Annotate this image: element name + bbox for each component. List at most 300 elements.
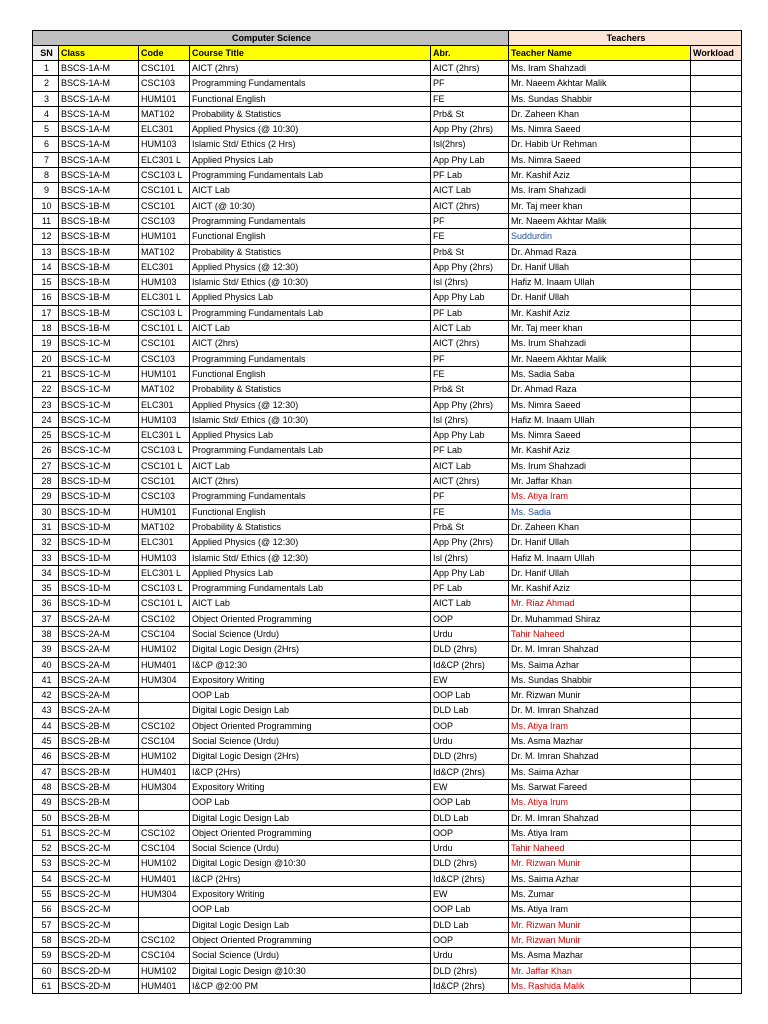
- code-cell[interactable]: CSC101: [139, 336, 190, 351]
- row-sn-cell[interactable]: 27: [33, 458, 59, 473]
- workload-cell[interactable]: [691, 581, 742, 596]
- class-cell[interactable]: BSCS-2A-M: [59, 611, 139, 626]
- code-cell[interactable]: CSC104: [139, 948, 190, 963]
- row-sn-cell[interactable]: 51: [33, 825, 59, 840]
- workload-cell[interactable]: [691, 336, 742, 351]
- course-title-cell[interactable]: Social Science (Urdu): [190, 734, 431, 749]
- code-cell[interactable]: ELC301 L: [139, 428, 190, 443]
- row-sn-cell[interactable]: 54: [33, 871, 59, 886]
- code-cell[interactable]: CSC102: [139, 718, 190, 733]
- teacher-name-cell[interactable]: Dr. Hanif Ullah: [509, 290, 691, 305]
- abr-cell[interactable]: Prb& St: [431, 382, 509, 397]
- workload-cell[interactable]: [691, 565, 742, 580]
- abr-cell[interactable]: PF Lab: [431, 168, 509, 183]
- row-sn-cell[interactable]: 14: [33, 259, 59, 274]
- workload-cell[interactable]: [691, 412, 742, 427]
- teacher-name-cell[interactable]: Hafiz M. Inaam Ullah: [509, 412, 691, 427]
- course-title-cell[interactable]: I&CP @12:30: [190, 657, 431, 672]
- abr-cell[interactable]: PF Lab: [431, 443, 509, 458]
- code-cell[interactable]: HUM101: [139, 504, 190, 519]
- code-cell[interactable]: CSC104: [139, 734, 190, 749]
- teacher-name-cell[interactable]: Suddurdin: [509, 229, 691, 244]
- teacher-name-cell[interactable]: Dr. Muhammad Shiraz: [509, 611, 691, 626]
- abr-cell[interactable]: FE: [431, 504, 509, 519]
- abr-cell[interactable]: DLD Lab: [431, 917, 509, 932]
- teacher-name-cell[interactable]: Ms. Saima Azhar: [509, 871, 691, 886]
- workload-cell[interactable]: [691, 152, 742, 167]
- code-cell[interactable]: ELC301 L: [139, 290, 190, 305]
- teacher-name-cell[interactable]: Ms. Rashida Malik: [509, 978, 691, 993]
- teacher-name-cell[interactable]: Dr. Hanif Ullah: [509, 565, 691, 580]
- teacher-name-cell[interactable]: Mr. Kashif Aziz: [509, 305, 691, 320]
- abr-cell[interactable]: PF: [431, 489, 509, 504]
- row-sn-cell[interactable]: 59: [33, 948, 59, 963]
- row-sn-cell[interactable]: 7: [33, 152, 59, 167]
- teacher-name-cell[interactable]: Ms. Saima Azhar: [509, 764, 691, 779]
- abr-cell[interactable]: App Phy Lab: [431, 290, 509, 305]
- workload-cell[interactable]: [691, 106, 742, 121]
- abr-cell[interactable]: OOP Lab: [431, 795, 509, 810]
- class-cell[interactable]: BSCS-2A-M: [59, 672, 139, 687]
- abr-cell[interactable]: Id&CP (2hrs): [431, 978, 509, 993]
- row-sn-cell[interactable]: 18: [33, 321, 59, 336]
- course-title-cell[interactable]: Applied Physics Lab: [190, 152, 431, 167]
- abr-cell[interactable]: DLD Lab: [431, 703, 509, 718]
- code-cell[interactable]: [139, 902, 190, 917]
- workload-cell[interactable]: [691, 978, 742, 993]
- code-cell[interactable]: HUM304: [139, 887, 190, 902]
- workload-cell[interactable]: [691, 718, 742, 733]
- class-cell[interactable]: BSCS-1A-M: [59, 122, 139, 137]
- course-title-cell[interactable]: I&CP (2Hrs): [190, 764, 431, 779]
- row-sn-cell[interactable]: 48: [33, 779, 59, 794]
- class-cell[interactable]: BSCS-1C-M: [59, 443, 139, 458]
- code-cell[interactable]: CSC104: [139, 841, 190, 856]
- workload-cell[interactable]: [691, 168, 742, 183]
- teacher-name-cell[interactable]: Ms. Irum Shahzadi: [509, 336, 691, 351]
- row-sn-cell[interactable]: 35: [33, 581, 59, 596]
- workload-cell[interactable]: [691, 672, 742, 687]
- abr-cell[interactable]: Id&CP (2hrs): [431, 764, 509, 779]
- class-cell[interactable]: BSCS-1A-M: [59, 61, 139, 76]
- code-cell[interactable]: CSC103: [139, 213, 190, 228]
- teacher-name-cell[interactable]: Mr. Rizwan Munir: [509, 917, 691, 932]
- class-cell[interactable]: BSCS-2C-M: [59, 902, 139, 917]
- code-cell[interactable]: CSC102: [139, 932, 190, 947]
- workload-cell[interactable]: [691, 703, 742, 718]
- header-code[interactable]: Code: [139, 46, 190, 61]
- row-sn-cell[interactable]: 20: [33, 351, 59, 366]
- teacher-name-cell[interactable]: Mr. Naeem Akhtar Malik: [509, 213, 691, 228]
- course-title-cell[interactable]: Islamic Std/ Ethics (@ 10:30): [190, 412, 431, 427]
- class-cell[interactable]: BSCS-1A-M: [59, 76, 139, 91]
- row-sn-cell[interactable]: 33: [33, 550, 59, 565]
- row-sn-cell[interactable]: 32: [33, 535, 59, 550]
- workload-cell[interactable]: [691, 749, 742, 764]
- code-cell[interactable]: MAT102: [139, 106, 190, 121]
- teacher-name-cell[interactable]: Ms. Sarwat Fareed: [509, 779, 691, 794]
- abr-cell[interactable]: EW: [431, 672, 509, 687]
- course-title-cell[interactable]: Programming Fundamentals: [190, 76, 431, 91]
- workload-cell[interactable]: [691, 948, 742, 963]
- code-cell[interactable]: HUM102: [139, 856, 190, 871]
- teacher-name-cell[interactable]: Ms. Zumar: [509, 887, 691, 902]
- code-cell[interactable]: [139, 917, 190, 932]
- workload-cell[interactable]: [691, 305, 742, 320]
- class-cell[interactable]: BSCS-2D-M: [59, 978, 139, 993]
- row-sn-cell[interactable]: 31: [33, 519, 59, 534]
- row-sn-cell[interactable]: 41: [33, 672, 59, 687]
- course-title-cell[interactable]: I&CP @2:00 PM: [190, 978, 431, 993]
- teacher-name-cell[interactable]: Mr. Rizwan Munir: [509, 688, 691, 703]
- abr-cell[interactable]: Id&CP (2hrs): [431, 871, 509, 886]
- abr-cell[interactable]: PF: [431, 351, 509, 366]
- workload-cell[interactable]: [691, 856, 742, 871]
- class-cell[interactable]: BSCS-2B-M: [59, 749, 139, 764]
- teacher-name-cell[interactable]: Ms. Asma Mazhar: [509, 734, 691, 749]
- abr-cell[interactable]: Isl (2hrs): [431, 412, 509, 427]
- teacher-name-cell[interactable]: Dr. Zaheen Khan: [509, 519, 691, 534]
- header-workload[interactable]: Workload: [691, 46, 742, 61]
- teacher-name-cell[interactable]: Mr. Kashif Aziz: [509, 581, 691, 596]
- abr-cell[interactable]: PF: [431, 213, 509, 228]
- abr-cell[interactable]: OOP: [431, 718, 509, 733]
- class-cell[interactable]: BSCS-1C-M: [59, 397, 139, 412]
- workload-cell[interactable]: [691, 596, 742, 611]
- row-sn-cell[interactable]: 3: [33, 91, 59, 106]
- workload-cell[interactable]: [691, 887, 742, 902]
- course-title-cell[interactable]: AICT (2hrs): [190, 61, 431, 76]
- abr-cell[interactable]: App Phy (2hrs): [431, 397, 509, 412]
- abr-cell[interactable]: DLD (2hrs): [431, 856, 509, 871]
- workload-cell[interactable]: [691, 626, 742, 641]
- code-cell[interactable]: ELC301: [139, 122, 190, 137]
- code-cell[interactable]: CSC101: [139, 198, 190, 213]
- row-sn-cell[interactable]: 40: [33, 657, 59, 672]
- workload-cell[interactable]: [691, 428, 742, 443]
- workload-cell[interactable]: [691, 642, 742, 657]
- row-sn-cell[interactable]: 29: [33, 489, 59, 504]
- teacher-name-cell[interactable]: Mr. Kashif Aziz: [509, 443, 691, 458]
- class-cell[interactable]: BSCS-2C-M: [59, 841, 139, 856]
- workload-cell[interactable]: [691, 871, 742, 886]
- workload-cell[interactable]: [691, 825, 742, 840]
- row-sn-cell[interactable]: 19: [33, 336, 59, 351]
- course-title-cell[interactable]: Programming Fundamentals Lab: [190, 305, 431, 320]
- code-cell[interactable]: MAT102: [139, 519, 190, 534]
- course-title-cell[interactable]: AICT (@ 10:30): [190, 198, 431, 213]
- row-sn-cell[interactable]: 47: [33, 764, 59, 779]
- abr-cell[interactable]: OOP Lab: [431, 902, 509, 917]
- class-cell[interactable]: BSCS-1A-M: [59, 152, 139, 167]
- workload-cell[interactable]: [691, 458, 742, 473]
- class-cell[interactable]: BSCS-1D-M: [59, 504, 139, 519]
- workload-cell[interactable]: [691, 489, 742, 504]
- abr-cell[interactable]: PF Lab: [431, 581, 509, 596]
- code-cell[interactable]: CSC103 L: [139, 168, 190, 183]
- course-title-cell[interactable]: Probability & Statistics: [190, 106, 431, 121]
- course-title-cell[interactable]: Applied Physics (@ 12:30): [190, 397, 431, 412]
- class-cell[interactable]: BSCS-1A-M: [59, 168, 139, 183]
- course-title-cell[interactable]: OOP Lab: [190, 902, 431, 917]
- class-cell[interactable]: BSCS-2C-M: [59, 887, 139, 902]
- row-sn-cell[interactable]: 13: [33, 244, 59, 259]
- class-cell[interactable]: BSCS-1D-M: [59, 596, 139, 611]
- row-sn-cell[interactable]: 30: [33, 504, 59, 519]
- workload-cell[interactable]: [691, 183, 742, 198]
- abr-cell[interactable]: PF: [431, 76, 509, 91]
- course-title-cell[interactable]: Digital Logic Design (2Hrs): [190, 642, 431, 657]
- abr-cell[interactable]: AICT (2hrs): [431, 61, 509, 76]
- teacher-name-cell[interactable]: Hafiz M. Inaam Ullah: [509, 550, 691, 565]
- abr-cell[interactable]: FE: [431, 91, 509, 106]
- code-cell[interactable]: CSC101: [139, 474, 190, 489]
- course-title-cell[interactable]: Applied Physics Lab: [190, 290, 431, 305]
- course-title-cell[interactable]: Digital Logic Design Lab: [190, 703, 431, 718]
- row-sn-cell[interactable]: 10: [33, 198, 59, 213]
- teacher-name-cell[interactable]: Ms. Nimra Saeed: [509, 397, 691, 412]
- teacher-name-cell[interactable]: Mr. Taj meer khan: [509, 321, 691, 336]
- abr-cell[interactable]: Urdu: [431, 948, 509, 963]
- row-sn-cell[interactable]: 6: [33, 137, 59, 152]
- course-title-cell[interactable]: Probability & Statistics: [190, 382, 431, 397]
- course-title-cell[interactable]: Islamic Std/ Ethics (@ 12:30): [190, 550, 431, 565]
- code-cell[interactable]: HUM401: [139, 871, 190, 886]
- abr-cell[interactable]: App Phy Lab: [431, 565, 509, 580]
- row-sn-cell[interactable]: 55: [33, 887, 59, 902]
- code-cell[interactable]: CSC101 L: [139, 596, 190, 611]
- row-sn-cell[interactable]: 53: [33, 856, 59, 871]
- teacher-name-cell[interactable]: Ms. Iram Shahzadi: [509, 61, 691, 76]
- row-sn-cell[interactable]: 46: [33, 749, 59, 764]
- row-sn-cell[interactable]: 8: [33, 168, 59, 183]
- teacher-name-cell[interactable]: Dr. Hanif Ullah: [509, 259, 691, 274]
- class-cell[interactable]: BSCS-1B-M: [59, 321, 139, 336]
- course-title-cell[interactable]: Expository Writing: [190, 779, 431, 794]
- abr-cell[interactable]: App Phy (2hrs): [431, 535, 509, 550]
- class-cell[interactable]: BSCS-1C-M: [59, 366, 139, 381]
- course-title-cell[interactable]: AICT (2hrs): [190, 474, 431, 489]
- course-title-cell[interactable]: Programming Fundamentals Lab: [190, 443, 431, 458]
- teacher-name-cell[interactable]: Ms. Sadia: [509, 504, 691, 519]
- course-title-cell[interactable]: Islamic Std/ Ethics (@ 10:30): [190, 275, 431, 290]
- teacher-name-cell[interactable]: Ms. Sundas Shabbir: [509, 672, 691, 687]
- workload-cell[interactable]: [691, 351, 742, 366]
- code-cell[interactable]: ELC301 L: [139, 152, 190, 167]
- course-title-cell[interactable]: Programming Fundamentals: [190, 489, 431, 504]
- row-sn-cell[interactable]: 39: [33, 642, 59, 657]
- abr-cell[interactable]: DLD (2hrs): [431, 963, 509, 978]
- teacher-name-cell[interactable]: Dr. M. Imran Shahzad: [509, 810, 691, 825]
- abr-cell[interactable]: Urdu: [431, 841, 509, 856]
- row-sn-cell[interactable]: 15: [33, 275, 59, 290]
- header-course-title[interactable]: Course Title: [190, 46, 431, 61]
- code-cell[interactable]: CSC104: [139, 626, 190, 641]
- course-title-cell[interactable]: AICT Lab: [190, 183, 431, 198]
- course-title-cell[interactable]: Applied Physics Lab: [190, 428, 431, 443]
- course-title-cell[interactable]: Applied Physics (@ 12:30): [190, 259, 431, 274]
- row-sn-cell[interactable]: 49: [33, 795, 59, 810]
- class-cell[interactable]: BSCS-1A-M: [59, 183, 139, 198]
- abr-cell[interactable]: Urdu: [431, 626, 509, 641]
- class-cell[interactable]: BSCS-1D-M: [59, 565, 139, 580]
- row-sn-cell[interactable]: 50: [33, 810, 59, 825]
- class-cell[interactable]: BSCS-1B-M: [59, 229, 139, 244]
- course-title-cell[interactable]: I&CP (2Hrs): [190, 871, 431, 886]
- code-cell[interactable]: HUM102: [139, 749, 190, 764]
- workload-cell[interactable]: [691, 795, 742, 810]
- abr-cell[interactable]: EW: [431, 887, 509, 902]
- course-title-cell[interactable]: Functional English: [190, 229, 431, 244]
- code-cell[interactable]: CSC103: [139, 489, 190, 504]
- course-title-cell[interactable]: Programming Fundamentals Lab: [190, 168, 431, 183]
- abr-cell[interactable]: AICT Lab: [431, 183, 509, 198]
- abr-cell[interactable]: AICT (2hrs): [431, 336, 509, 351]
- abr-cell[interactable]: AICT Lab: [431, 321, 509, 336]
- teacher-name-cell[interactable]: Tahir Naheed: [509, 626, 691, 641]
- code-cell[interactable]: HUM101: [139, 229, 190, 244]
- abr-cell[interactable]: AICT Lab: [431, 458, 509, 473]
- row-sn-cell[interactable]: 25: [33, 428, 59, 443]
- abr-cell[interactable]: Isl (2hrs): [431, 550, 509, 565]
- abr-cell[interactable]: EW: [431, 779, 509, 794]
- course-title-cell[interactable]: AICT Lab: [190, 596, 431, 611]
- course-title-cell[interactable]: Probability & Statistics: [190, 519, 431, 534]
- abr-cell[interactable]: FE: [431, 229, 509, 244]
- course-title-cell[interactable]: AICT Lab: [190, 321, 431, 336]
- row-sn-cell[interactable]: 12: [33, 229, 59, 244]
- code-cell[interactable]: HUM101: [139, 91, 190, 106]
- teacher-name-cell[interactable]: Hafiz M. Inaam Ullah: [509, 275, 691, 290]
- abr-cell[interactable]: AICT (2hrs): [431, 474, 509, 489]
- class-cell[interactable]: BSCS-1D-M: [59, 550, 139, 565]
- course-title-cell[interactable]: Social Science (Urdu): [190, 626, 431, 641]
- class-cell[interactable]: BSCS-1D-M: [59, 519, 139, 534]
- abr-cell[interactable]: App Phy Lab: [431, 152, 509, 167]
- row-sn-cell[interactable]: 37: [33, 611, 59, 626]
- teacher-name-cell[interactable]: Ms. Atiya Iram: [509, 718, 691, 733]
- class-cell[interactable]: BSCS-1B-M: [59, 259, 139, 274]
- teacher-name-cell[interactable]: Dr. Zaheen Khan: [509, 106, 691, 121]
- header-sn[interactable]: SN: [33, 46, 59, 61]
- row-sn-cell[interactable]: 43: [33, 703, 59, 718]
- workload-cell[interactable]: [691, 519, 742, 534]
- teacher-name-cell[interactable]: Ms. Nimra Saeed: [509, 122, 691, 137]
- course-title-cell[interactable]: Applied Physics Lab: [190, 565, 431, 580]
- teacher-name-cell[interactable]: Mr. Jaffar Khan: [509, 963, 691, 978]
- code-cell[interactable]: CSC103 L: [139, 581, 190, 596]
- teacher-name-cell[interactable]: Ms. Sundas Shabbir: [509, 91, 691, 106]
- workload-cell[interactable]: [691, 963, 742, 978]
- course-title-cell[interactable]: Social Science (Urdu): [190, 841, 431, 856]
- code-cell[interactable]: CSC101 L: [139, 458, 190, 473]
- teacher-name-cell[interactable]: Tahir Naheed: [509, 841, 691, 856]
- class-cell[interactable]: BSCS-1C-M: [59, 412, 139, 427]
- row-sn-cell[interactable]: 9: [33, 183, 59, 198]
- workload-cell[interactable]: [691, 734, 742, 749]
- teacher-name-cell[interactable]: Dr. Hanif Ullah: [509, 535, 691, 550]
- teacher-name-cell[interactable]: Ms. Nimra Saeed: [509, 152, 691, 167]
- course-title-cell[interactable]: Functional English: [190, 504, 431, 519]
- class-cell[interactable]: BSCS-2D-M: [59, 963, 139, 978]
- teacher-name-cell[interactable]: Mr. Kashif Aziz: [509, 168, 691, 183]
- row-sn-cell[interactable]: 42: [33, 688, 59, 703]
- code-cell[interactable]: ELC301: [139, 397, 190, 412]
- code-cell[interactable]: [139, 810, 190, 825]
- teacher-name-cell[interactable]: Dr. Ahmad Raza: [509, 382, 691, 397]
- code-cell[interactable]: CSC101 L: [139, 183, 190, 198]
- course-title-cell[interactable]: Applied Physics (@ 12:30): [190, 535, 431, 550]
- teacher-name-cell[interactable]: Mr. Naeem Akhtar Malik: [509, 351, 691, 366]
- workload-cell[interactable]: [691, 290, 742, 305]
- course-title-cell[interactable]: AICT (2hrs): [190, 336, 431, 351]
- abr-cell[interactable]: OOP Lab: [431, 688, 509, 703]
- course-title-cell[interactable]: Digital Logic Design Lab: [190, 810, 431, 825]
- teacher-name-cell[interactable]: Mr. Riaz Ahmad: [509, 596, 691, 611]
- row-sn-cell[interactable]: 34: [33, 565, 59, 580]
- course-title-cell[interactable]: Object Oriented Programming: [190, 611, 431, 626]
- workload-cell[interactable]: [691, 764, 742, 779]
- class-cell[interactable]: BSCS-1C-M: [59, 351, 139, 366]
- class-cell[interactable]: BSCS-2B-M: [59, 810, 139, 825]
- teacher-name-cell[interactable]: Mr. Naeem Akhtar Malik: [509, 76, 691, 91]
- teacher-name-cell[interactable]: Ms. Sadia Saba: [509, 366, 691, 381]
- course-title-cell[interactable]: AICT Lab: [190, 458, 431, 473]
- course-title-cell[interactable]: Probability & Statistics: [190, 244, 431, 259]
- row-sn-cell[interactable]: 26: [33, 443, 59, 458]
- teacher-name-cell[interactable]: Ms. Atiya Iram: [509, 902, 691, 917]
- class-cell[interactable]: BSCS-2A-M: [59, 626, 139, 641]
- course-title-cell[interactable]: Expository Writing: [190, 672, 431, 687]
- class-cell[interactable]: BSCS-2B-M: [59, 795, 139, 810]
- class-cell[interactable]: BSCS-1A-M: [59, 137, 139, 152]
- class-cell[interactable]: BSCS-2A-M: [59, 688, 139, 703]
- class-cell[interactable]: BSCS-2B-M: [59, 734, 139, 749]
- class-cell[interactable]: BSCS-1A-M: [59, 91, 139, 106]
- row-sn-cell[interactable]: 61: [33, 978, 59, 993]
- row-sn-cell[interactable]: 23: [33, 397, 59, 412]
- teacher-name-cell[interactable]: Ms. Irum Shahzadi: [509, 458, 691, 473]
- code-cell[interactable]: HUM103: [139, 550, 190, 565]
- workload-cell[interactable]: [691, 321, 742, 336]
- row-sn-cell[interactable]: 24: [33, 412, 59, 427]
- code-cell[interactable]: CSC101 L: [139, 321, 190, 336]
- teacher-name-cell[interactable]: Ms. Atiya Irum: [509, 795, 691, 810]
- course-title-cell[interactable]: Object Oriented Programming: [190, 718, 431, 733]
- row-sn-cell[interactable]: 5: [33, 122, 59, 137]
- row-sn-cell[interactable]: 38: [33, 626, 59, 641]
- workload-cell[interactable]: [691, 382, 742, 397]
- code-cell[interactable]: [139, 688, 190, 703]
- teacher-name-cell[interactable]: Dr. Ahmad Raza: [509, 244, 691, 259]
- workload-cell[interactable]: [691, 611, 742, 626]
- teacher-name-cell[interactable]: Mr. Rizwan Munir: [509, 932, 691, 947]
- class-cell[interactable]: BSCS-1C-M: [59, 382, 139, 397]
- workload-cell[interactable]: [691, 917, 742, 932]
- workload-cell[interactable]: [691, 76, 742, 91]
- abr-cell[interactable]: AICT Lab: [431, 596, 509, 611]
- workload-cell[interactable]: [691, 275, 742, 290]
- teacher-name-cell[interactable]: Mr. Taj meer khan: [509, 198, 691, 213]
- class-cell[interactable]: BSCS-1B-M: [59, 213, 139, 228]
- workload-cell[interactable]: [691, 535, 742, 550]
- workload-cell[interactable]: [691, 443, 742, 458]
- class-cell[interactable]: BSCS-1C-M: [59, 428, 139, 443]
- class-cell[interactable]: BSCS-1D-M: [59, 489, 139, 504]
- code-cell[interactable]: [139, 703, 190, 718]
- abr-cell[interactable]: Prb& St: [431, 106, 509, 121]
- abr-cell[interactable]: OOP: [431, 932, 509, 947]
